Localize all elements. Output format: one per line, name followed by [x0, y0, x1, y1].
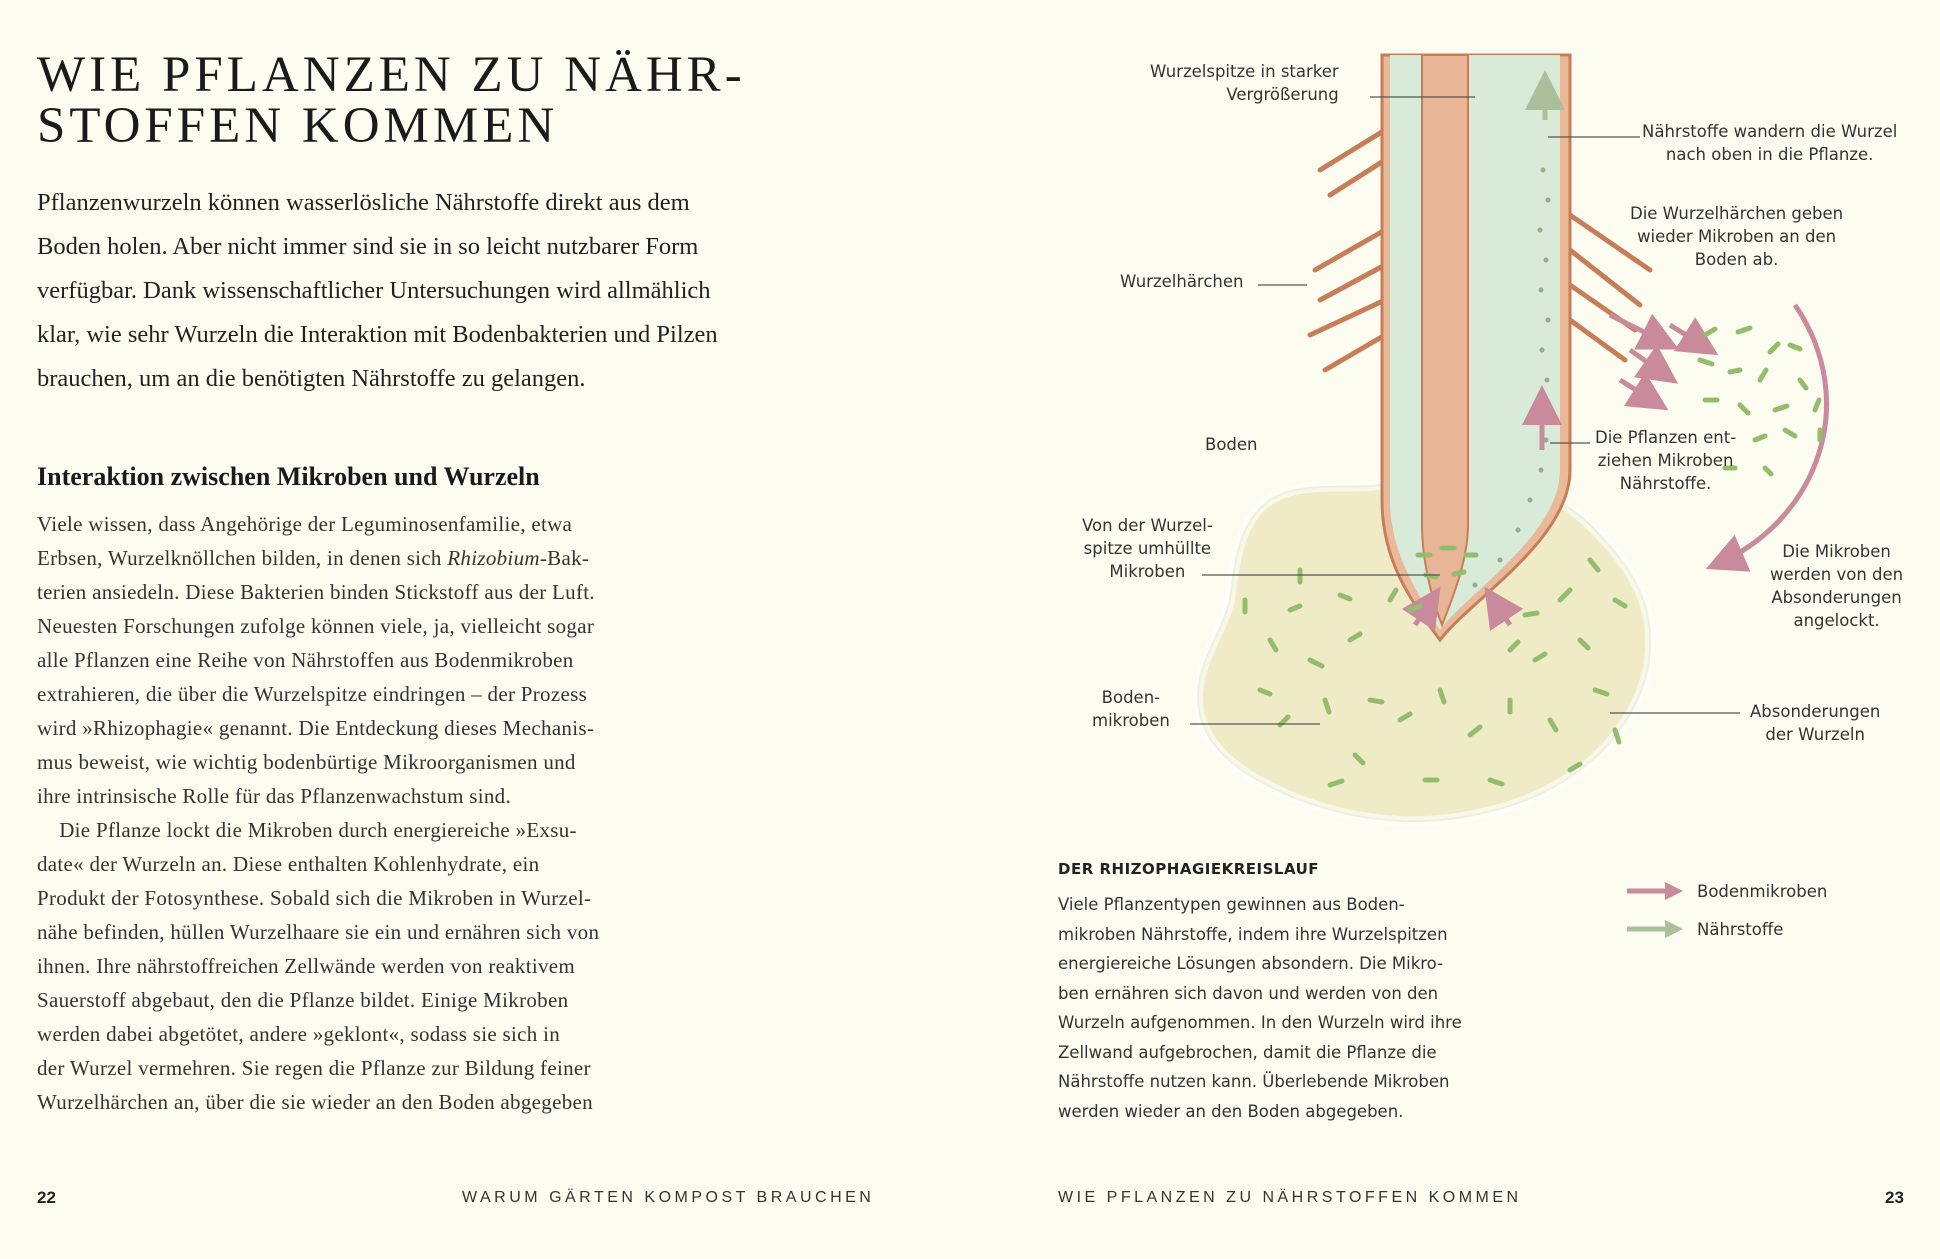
root-core [1422, 55, 1468, 625]
title-line: STOFFEN KOMMEN [37, 98, 559, 154]
label-line: Boden [1205, 435, 1258, 454]
label-line: Von der Wurzel- [1082, 516, 1213, 535]
caption-line: mikroben Nährstoffe, indem ihre Wurzelspitzen [1058, 924, 1448, 944]
body-line: extrahieren, die über die Wurzelspitze eindringen – der Prozess [37, 682, 588, 706]
caption-line: Viele Pflanzentypen gewinnen aus Boden- [1058, 895, 1405, 914]
intro-line: Pflanzenwurzeln können wasserlösliche Nährstoffe direkt aus dem [37, 189, 690, 216]
pink-arrow-icon [1625, 880, 1685, 902]
label-line: angelockt. [1793, 611, 1880, 630]
body-line: ihre intrinsische Rolle für das Pflanzenwachstum sind. [37, 784, 512, 808]
body-line [37, 541, 737, 575]
label-root-tip [1150, 60, 1339, 106]
label-line: Boden ab. [1694, 250, 1779, 269]
label-line: mikroben [1092, 711, 1170, 730]
label-line: der Wurzeln [1765, 725, 1865, 744]
label-line: Wurzelspitze in starker [1150, 62, 1339, 81]
label-line: spitze umhüllte [1083, 539, 1212, 558]
legend [1625, 872, 1827, 948]
body-line: Produkt der Fotosynthese. Sobald sich die Mikroben in Wurzel- [37, 886, 592, 910]
caption-line: Nährstoffe nutzen kann. Überlebende Mikroben [1058, 1072, 1450, 1091]
label-line: nach oben in die Pflanze. [1665, 145, 1874, 164]
label-line: Wurzelhärchen [1120, 272, 1244, 291]
legend-item-nutrients [1625, 910, 1827, 948]
label-line: Die Mikroben [1782, 542, 1891, 561]
body-line: mus beweist, wie wichtig bodenbürtige Mikroorganismen und [37, 750, 576, 774]
title-line: WIE PFLANZEN ZU NÄHR- [37, 47, 746, 103]
body-line: date« der Wurzeln an. Diese enthalten Kohlenhydrate, ein [37, 852, 540, 876]
label-enveloped-microbes [1082, 514, 1213, 583]
page-title [37, 47, 797, 154]
body-line: Viele wissen, dass Angehörige der Leguminosenfamilie, etwa [37, 512, 573, 536]
body-line: nähe befinden, hüllen Wurzelhaare sie ein und ernähren sich von [37, 920, 600, 944]
intro-line: Boden holen. Aber nicht immer sind sie in so leicht nutzbarer Form [37, 233, 699, 260]
legend-item-microbes [1625, 872, 1827, 910]
body-line-text: -Bak- [539, 546, 590, 570]
label-line: Boden- [1101, 688, 1161, 707]
label-exudates [1750, 700, 1880, 746]
italic-term: Rhizobium [447, 546, 540, 570]
body-line: Neuesten Forschungen zufolge können viele, ja, vielleicht sogar [37, 614, 595, 638]
label-line: Nährstoffe. [1619, 474, 1712, 493]
legend-label: Nährstoffe [1697, 919, 1784, 939]
label-line: Die Wurzelhärchen geben [1630, 204, 1844, 223]
label-line: Mikroben [1109, 562, 1186, 581]
caption-line: Zellwand aufgebrochen, damit die Pflanze die [1058, 1042, 1437, 1062]
body-line: Wurzelhärchen an, über die sie wieder an den Boden abgegeben [37, 1090, 593, 1114]
body-line: Die Pflanze lockt die Mikroben durch energiereiche »Exsu- [37, 818, 577, 842]
label-root-hairs [1120, 270, 1244, 293]
caption-line: Wurzeln aufgenommen. In den Wurzeln wird ihre [1058, 1013, 1462, 1032]
section-heading: Interaktion zwischen Mikroben und Wurzeln [37, 462, 540, 491]
legend-label: Bodenmikroben [1697, 881, 1828, 901]
page-number-right: 23 [1885, 1188, 1904, 1207]
label-nutrients-up [1642, 120, 1897, 166]
right-page [970, 0, 1940, 1259]
body-line-text: Erbsen, Wurzelknöllchen bilden, in denen sich [37, 546, 448, 570]
label-line: Nährstoffe wandern die Wurzel [1642, 122, 1898, 141]
caption-line: energiereiche Lösungen absondern. Die Mikro- [1058, 954, 1444, 973]
intro-line: verfügbar. Dank wissenschaftlicher Untersuchungen wird allmählich [37, 277, 711, 304]
green-arrow-icon [1625, 918, 1685, 940]
caption-heading: DER RHIZOPHAGIEKREISLAUF [1058, 860, 1320, 878]
intro-line: klar, wie sehr Wurzeln die Interaktion mit Bodenbakterien und Pilzen [37, 321, 718, 348]
running-head-right: WIE PFLANZEN ZU NÄHRSTOFFEN KOMMEN [1058, 1189, 1522, 1206]
label-attracted [1770, 540, 1903, 632]
body-line: werden dabei abgetötet, andere »geklont«, sodass sie sich in [37, 1022, 561, 1046]
body-line: wird »Rhizophagie« genannt. Die Entdeckung dieses Mechanis- [37, 716, 595, 740]
label-line: Die Pflanzen ent- [1595, 428, 1737, 447]
caption-line: werden wieder an den Boden abgegeben. [1058, 1101, 1404, 1121]
body-line: der Wurzel vermehren. Sie regen die Pflanze zur Bildung feiner [37, 1056, 591, 1080]
intro-paragraph [37, 181, 807, 401]
caption-line: ben ernähren sich davon und werden von den [1058, 983, 1439, 1003]
label-soil [1205, 433, 1258, 456]
caption-text [1058, 890, 1488, 1126]
label-line: Vergrößerung [1226, 85, 1339, 104]
intro-line: brauchen, um an die benötigten Nährstoffe zu gelangen. [37, 365, 586, 392]
label-line: Absonderungen [1771, 588, 1902, 607]
label-line: wieder Mikroben an den [1637, 227, 1837, 246]
body-text [37, 507, 737, 1119]
label-soil-microbes [1092, 686, 1170, 732]
label-extract [1595, 426, 1736, 495]
page-number-left: 22 [37, 1188, 56, 1207]
running-head-left: WARUM GÄRTEN KOMPOST BRAUCHEN [462, 1189, 875, 1206]
body-line: Sauerstoff abgebaut, den die Pflanze bildet. Einige Mikroben [37, 988, 569, 1012]
body-line: terien ansiedeln. Diese Bakterien binden Stickstoff aus der Luft. [37, 580, 595, 604]
root-hairs-left [1310, 130, 1385, 370]
label-line: Absonderungen [1750, 702, 1881, 721]
body-line: ihnen. Ihre nährstoffreichen Zellwände werden von reaktivem [37, 954, 576, 978]
body-line: alle Pflanzen eine Reihe von Nährstoffen aus Bodenmikroben [37, 648, 574, 672]
label-root-hairs-release [1630, 202, 1843, 271]
label-line: ziehen Mikroben [1597, 451, 1734, 470]
label-line: werden von den [1770, 565, 1904, 584]
